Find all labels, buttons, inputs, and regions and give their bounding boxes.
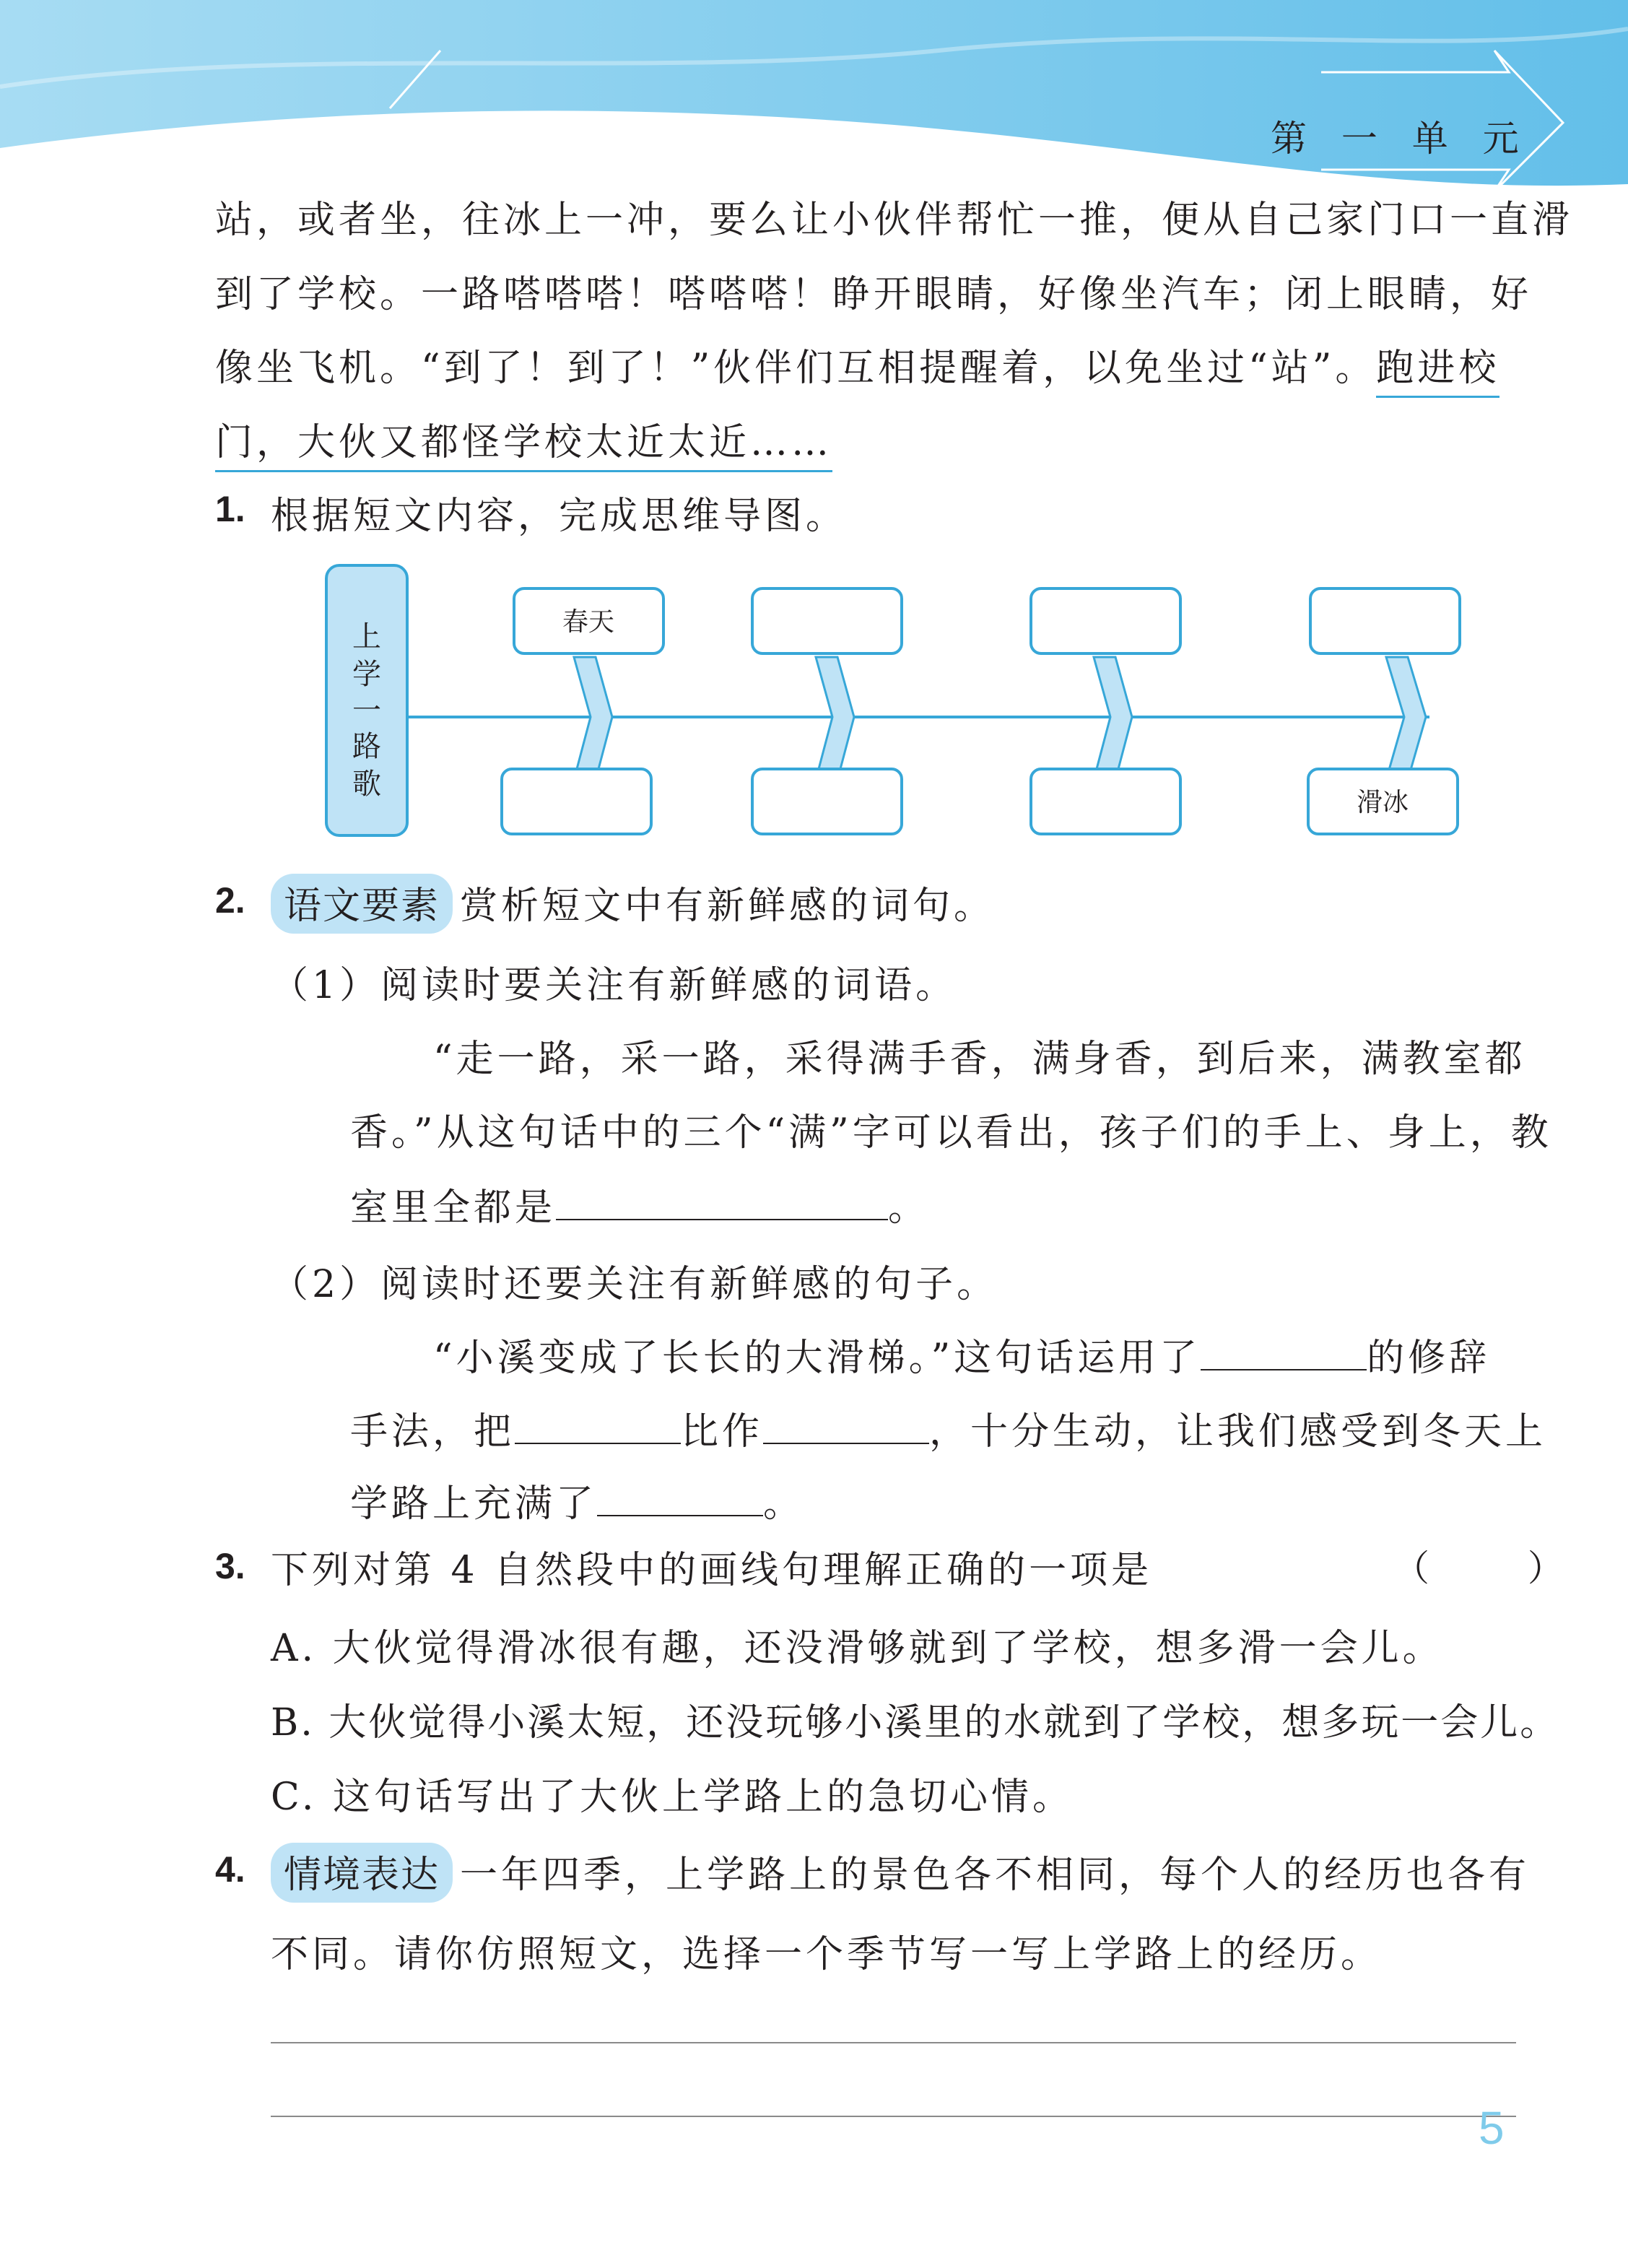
period: 。 <box>763 1482 805 1526</box>
root-char-2: 学 <box>352 658 381 691</box>
writing-line-1[interactable] <box>271 2042 1516 2043</box>
q2-sub2-line-2-text-c: ，十分生动，让我们感受到冬天上 <box>929 1410 1547 1454</box>
option-a[interactable]: A. 大伙觉得滑冰很有趣，还没滑够就到了学校，想多滑一会儿。 <box>271 1627 1444 1670</box>
q2-sub1-line-3-text: 室里全都是 <box>350 1186 557 1230</box>
question-2-prompt: 赏析短文中有新鲜感的词句。 <box>460 885 996 928</box>
top-box-4[interactable] <box>1310 588 1460 653</box>
passage-line-3-text: 像坐飞机。“到了！到了！”伙伴们互相提醒着，以免坐过“站”。 <box>215 347 1377 390</box>
question-3-prompt: 下列对第 4 自然段中的画线句理解正确的一项是 <box>271 1549 1153 1592</box>
question-3-number: 3. <box>215 1546 245 1586</box>
answer-parentheses[interactable]: （ ） <box>1393 1547 1607 1589</box>
question-1-prompt: 根据短文内容，完成思维导图。 <box>271 495 848 538</box>
q2-sub2-line-1 <box>433 1327 1490 1381</box>
top-box-3[interactable] <box>1031 588 1180 653</box>
top-box-2[interactable] <box>752 588 902 653</box>
underlined-sentence-start: 跑进校 <box>1376 347 1499 398</box>
question-4-line-1 <box>271 1843 1530 1903</box>
period: 。 <box>888 1186 930 1230</box>
unit-title: 第 一 单 元 <box>1271 118 1531 160</box>
passage-line-3 <box>215 337 1499 391</box>
answer-blank-2[interactable] <box>1201 1334 1367 1370</box>
q2-sub2-line-1-text: “小溪变成了长长的大滑梯。”这句话运用了 <box>433 1337 1201 1380</box>
question-4-line-2: 不同。请你仿照短文，选择一个季节写一写上学路上的经历。 <box>271 1933 1383 1976</box>
passage-line-1: 站，或者坐，往冰上一冲，要么让小伙伴帮忙一推，便从自己家门口一直滑 <box>215 199 1574 242</box>
q2-sub1-line-1: “走一路，采一路，采得满手香，满身香，到后来，满教室都 <box>433 1038 1526 1081</box>
answer-blank-1[interactable] <box>556 1184 888 1220</box>
root-char-3: 一 <box>352 694 381 727</box>
top-box-1-text: 春天 <box>562 607 615 637</box>
answer-blank-3[interactable] <box>515 1408 681 1444</box>
bottom-box-2[interactable] <box>752 769 902 834</box>
underlined-sentence-end: 门，大伙又都怪学校太近太近…… <box>215 421 832 472</box>
badge-scenario-expression: 情境表达 <box>271 1843 453 1903</box>
option-c[interactable]: C. 这句话写出了大伙上学路上的急切心情。 <box>271 1776 1074 1819</box>
q2-sub2-line-2 <box>350 1401 1546 1455</box>
root-char-5: 歌 <box>352 768 381 801</box>
q2-sub2-label: （2）阅读时还要关注有新鲜感的句子。 <box>271 1263 998 1306</box>
question-2-heading <box>271 874 995 934</box>
q2-sub1-line-3 <box>350 1177 929 1231</box>
root-char-1: 上 <box>352 620 381 653</box>
root-char-4: 路 <box>352 730 381 763</box>
q2-sub1-label: （1）阅读时要关注有新鲜感的词语。 <box>271 964 957 1007</box>
q2-sub1-line-2: 香。”从这句话中的三个“满”字可以看出，孩子们的手上、身上，教 <box>350 1111 1552 1155</box>
bottom-box-4-text: 滑冰 <box>1356 788 1409 817</box>
q2-sub2-line-2-text-b: 比作 <box>681 1410 764 1454</box>
q2-sub2-line-2-text-a: 手法，把 <box>350 1410 515 1454</box>
passage-line-4 <box>215 412 832 466</box>
q2-sub2-line-3 <box>350 1473 804 1527</box>
bottom-box-3[interactable] <box>1031 769 1180 834</box>
answer-blank-4[interactable] <box>763 1408 929 1444</box>
writing-line-2[interactable] <box>271 2116 1516 2117</box>
page-number: 5 <box>1479 2102 1505 2154</box>
badge-language-element: 语文要素 <box>271 874 453 934</box>
question-1-number: 1. <box>215 489 245 529</box>
option-b[interactable]: B. 大伙觉得小溪太短，还没玩够小溪里的水就到了学校，想多玩一会儿。 <box>271 1701 1560 1745</box>
mind-map <box>318 560 1473 848</box>
passage-line-2: 到了学校。一路嗒嗒嗒！嗒嗒嗒！睁开眼睛，好像坐汽车；闭上眼睛，好 <box>215 273 1533 316</box>
bottom-box-1[interactable] <box>502 769 651 834</box>
q2-sub2-line-1-end: 的修辞 <box>1367 1337 1491 1380</box>
header-banner <box>0 0 1628 188</box>
answer-blank-5[interactable] <box>597 1480 763 1516</box>
question-4-number: 4. <box>215 1849 245 1890</box>
question-4-line-1-text: 一年四季，上学路上的景色各不相同，每个人的经历也各有 <box>460 1854 1531 1897</box>
q2-sub2-line-3-text: 学路上充满了 <box>350 1482 598 1526</box>
question-2-number: 2. <box>215 880 245 921</box>
